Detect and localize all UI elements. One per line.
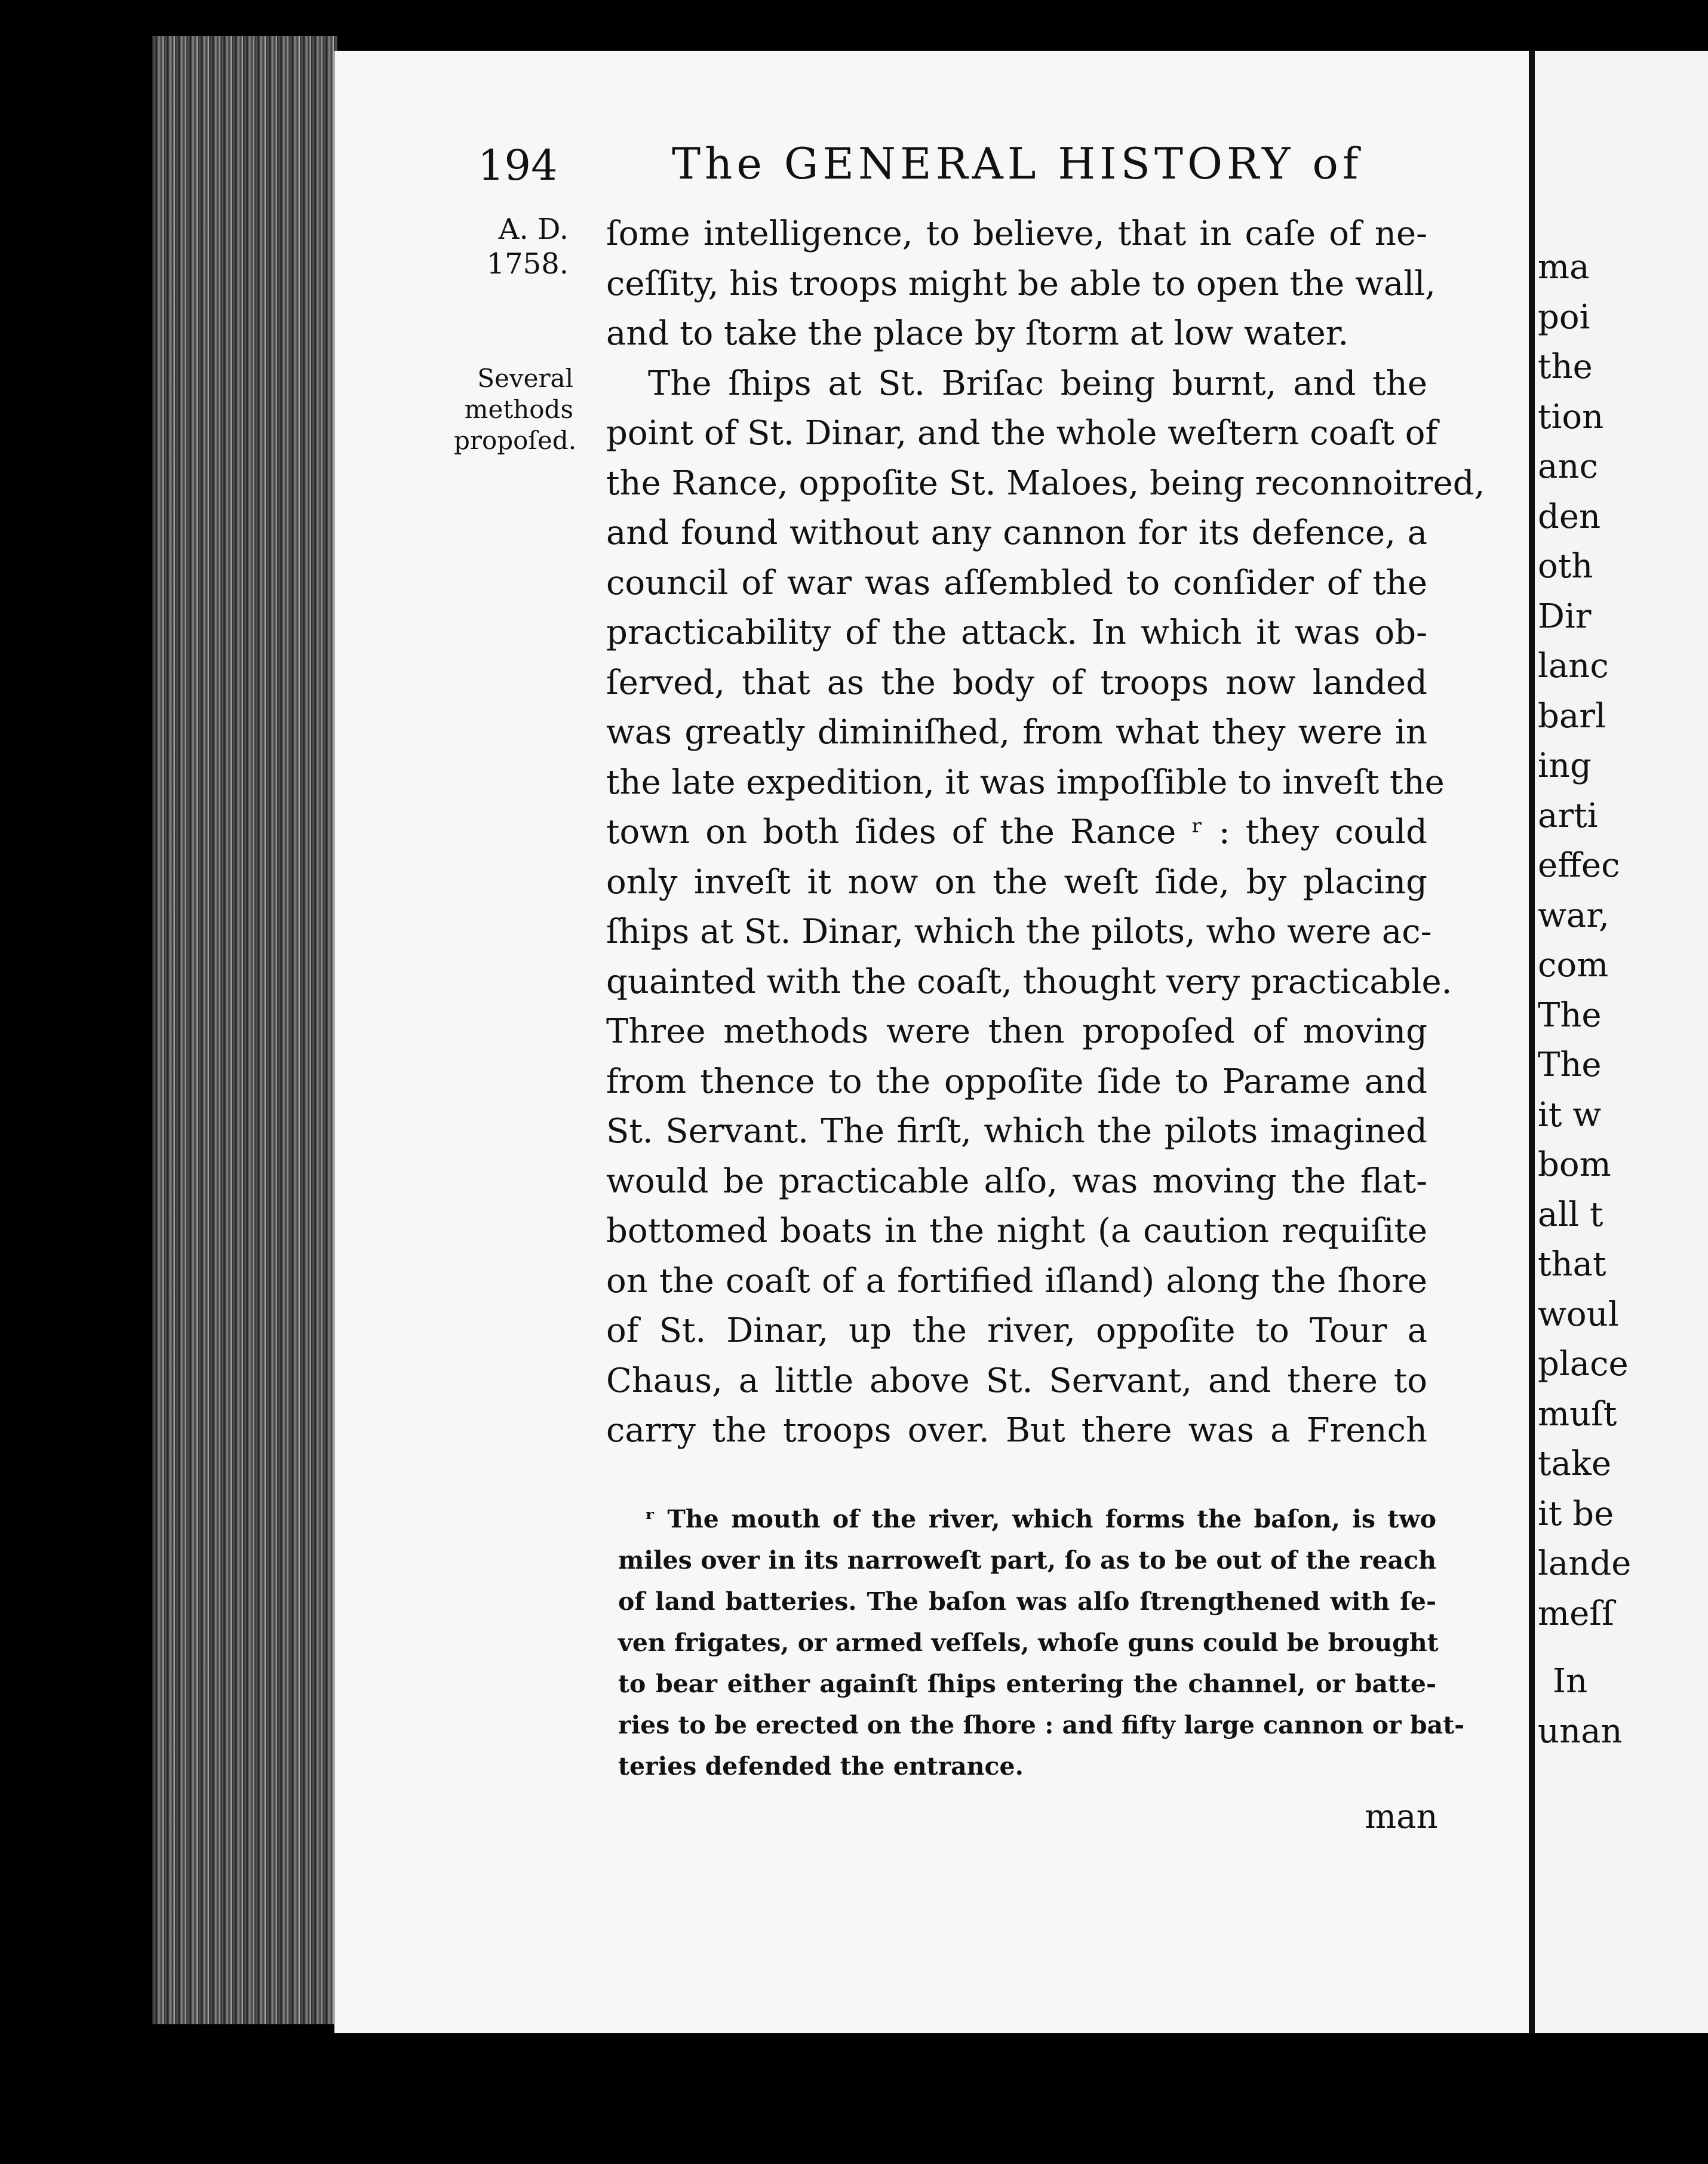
body-line: of St. Dinar, up the river, oppoſite to Tour a [606,1311,1427,1350]
body-line: only inveſt it now on the weſt ſide, by placing [606,862,1427,902]
next-page-fragment: effec [1538,846,1620,885]
next-page-fragment: woul [1538,1295,1619,1334]
margin-note-line: Several [477,364,573,393]
body-line: on the coaſt of a fortified iſland) along the ſhore [606,1261,1427,1301]
body-line: quainted with the coaſt, thought very practicable. [606,962,1452,1001]
margin-date [461,212,569,281]
next-page-fragment: take [1538,1444,1611,1483]
next-page-fragment: Dir [1538,597,1592,636]
body-line: point of St. Dinar, and the whole weſtern coaſt of [606,414,1438,453]
body-line: would be practicable alſo, was moving the flat- [606,1161,1427,1201]
next-page-fragment: bom [1538,1145,1611,1184]
next-page-fragment: The [1538,995,1602,1035]
next-page-fragment: war, [1538,896,1609,935]
next-page-fragment: The [1538,1046,1602,1084]
next-page-fragment: tion [1538,397,1604,437]
body-line: Chaus, a little above St. Servant, and there to [606,1361,1427,1400]
body-line: ſhips at St. Dinar, which the pilots, who were ac- [606,912,1432,951]
body-line: from thence to the oppoſite ſide to Parame and [606,1062,1427,1101]
margin-date-ad: A. D. [498,213,569,246]
next-page-fragment: ma [1538,248,1590,287]
next-page-fragment: unan [1538,1711,1623,1751]
body-line: council of war was aſſembled to conſider of the [606,563,1427,603]
next-page-fragment: meſſ [1538,1594,1614,1633]
body-line: practicability of the attack. In which it was ob- [606,613,1427,652]
next-page-fragment: it w [1538,1095,1602,1135]
next-page-fragment: In [1553,1662,1588,1701]
next-page-fragment: all t [1538,1195,1603,1234]
next-page-fragment: den [1538,497,1601,536]
next-page-fragment: arti [1538,796,1598,835]
next-page-fragment: it be [1538,1494,1614,1533]
footnote-line: to bear either againſt ſhips entering the channel, or batte- [618,1670,1436,1698]
body-line: St. Servant. The firſt, which the pilots imagined [606,1112,1427,1151]
body-line: town on both ſides of the Rance ʳ : they could [606,813,1427,852]
footnote-line: miles over in its narroweſt part, ſo as to be out of the reach [618,1546,1436,1575]
body-line: and found without any cannon for its defence, a [606,514,1427,552]
next-page-fragment: that [1538,1245,1606,1284]
body-line: ſerved, that as the body of troops now landed [606,663,1427,702]
page-number: 194 [478,141,558,190]
margin-note-line: propoſed. [454,426,577,455]
catchword: man [1365,1797,1438,1836]
body-line: bottomed boats in the night (a caution requiſite [606,1212,1427,1250]
footnote-line: ʳ The mouth of the river, which forms the baſon, is two [645,1505,1436,1533]
body-text [606,209,1485,1456]
footnote-line: ries to be erected on the ſhore : and fifty large cannon or bat- [618,1711,1465,1739]
next-page-fragment: place [1538,1345,1629,1384]
next-page-fragment: oth [1538,547,1593,586]
book-page-edges [152,36,337,2024]
body-line: was greatly diminiſhed, from what they were in [606,713,1427,752]
running-title: The GENERAL HISTORY of [672,139,1363,189]
next-page-fragment: the [1538,348,1593,386]
margin-note [454,363,577,456]
next-page-fragment: lande [1538,1544,1632,1583]
next-page-fragment: lanc [1538,647,1609,686]
next-page-fragment: muſt [1538,1394,1617,1434]
body-line: the Rance, oppoſite St. Maloes, being reconnoitred, [606,463,1485,503]
body-line: The ſhips at St. Briſac being burnt, and the [648,364,1427,403]
body-line: carry the troops over. But there was a French [606,1411,1427,1450]
footnote-line: ven frigates, or armed veſſels, whoſe guns could be brought [618,1628,1439,1657]
body-line: ceſſity, his troops might be able to open the wall, [606,264,1436,303]
margin-note-line: methods [464,395,573,424]
body-line: the late expedition, it was impoſſible to inveſt the [606,763,1445,802]
margin-date-year: 1758. [486,247,569,281]
footnote-line: of land batteries. The baſon was alſo ſtrengthened with ſe- [618,1587,1436,1616]
body-line: Three methods were then propoſed of moving [606,1012,1427,1051]
next-page-edge [1529,51,1708,2033]
footnote [618,1499,1465,1787]
next-page-fragment: barl [1538,696,1606,736]
body-line: and to take the place by ſtorm at low water. [606,314,1349,353]
next-page-fragment: ing [1538,746,1592,785]
next-page-fragment: com [1538,946,1609,985]
next-page-fragment: anc [1538,447,1598,486]
next-page-fragment: poi [1538,297,1590,337]
body-line: ſome intelligence, to believe, that in caſe of ne- [606,214,1427,253]
footnote-line: teries defended the entrance. [618,1752,1024,1781]
